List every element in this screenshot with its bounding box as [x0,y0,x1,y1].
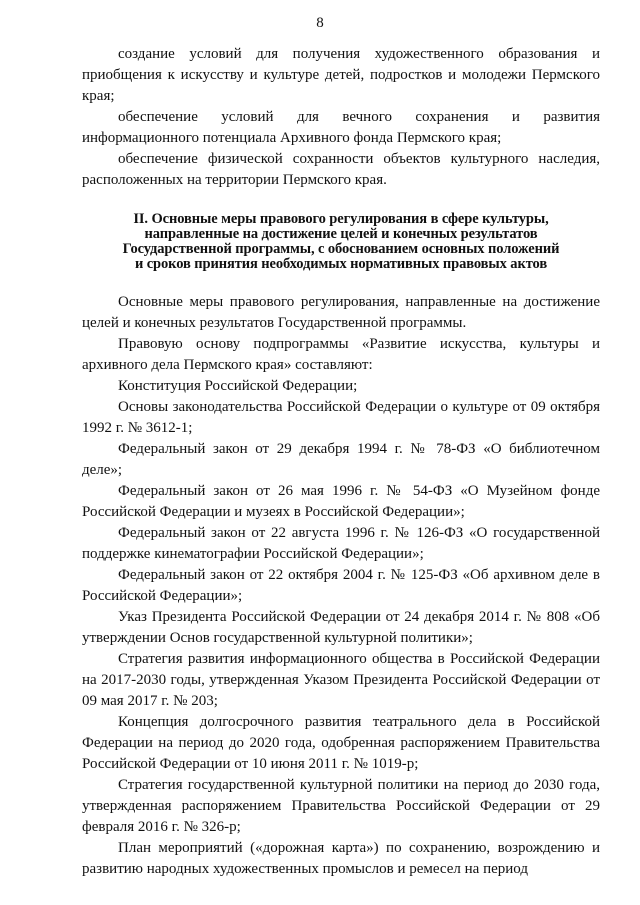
body-paragraph-9: Указ Президента Российской Федерации от 24 декабря 2014 г. № 808 «Об утверждении Основ государственной культурной политики»; [82,609,600,646]
section-heading-line-3: Государственной программы, с обоснованием основных положений [122,241,560,257]
section-heading-line-1: II. Основные меры правового регулирования в сфере культуры, [133,211,549,227]
body-paragraph-5: Федеральный закон от 29 декабря 1994 г. № 78-ФЗ «О библиотечном деле»; [82,441,600,478]
intro-paragraph-2: обеспечение условий для вечного сохранения и развития информационного потенциала Архивного фонда Пермского края; [82,109,600,146]
body-paragraph-3: Конституция Российской Федерации; [118,378,358,394]
body-paragraph-4: Основы законодательства Российской Федерации о культуре от 09 октября 1992 г. № 3612-1; [82,399,600,436]
body-paragraph-13: План мероприятий («дорожная карта») по сохранению, возрождению и развитию народных художественных промыслов и ремесел на период [82,840,600,877]
body-paragraph-6: Федеральный закон от 26 мая 1996 г. № 54-ФЗ «О Музейном фонде Российской Федерации и музеях в Российской Федерации»; [82,483,600,520]
body-paragraph-2: Правовую основу подпрограммы «Развитие искусства, культуры и архивного дела Пермского края» составляют: [82,336,600,373]
body-paragraph-12: Стратегия государственной культурной политики на период до 2030 года, утвержденная распоряжением Правительства Российской Федерации от 29 февраля 2016 г. № 326-р; [82,777,600,835]
document-body [82,44,600,880]
section-heading-line-2: направленные на достижение целей и конечных результатов [144,226,538,242]
section-heading-line-4: и сроков принятия необходимых нормативных правовых актов [134,256,548,272]
page-number: 8 [316,15,324,31]
body-paragraph-1: Основные меры правового регулирования, направленные на достижение целей и конечных результатов Государственной программы. [82,294,600,331]
intro-paragraph-3: обеспечение физической сохранности объектов культурного наследия, расположенных на территории Пермского края. [82,151,600,188]
body-paragraph-7: Федеральный закон от 22 августа 1996 г. № 126-ФЗ «О государственной поддержке кинематографии Российской Федерации»; [82,525,600,562]
section-heading [82,212,600,272]
body-paragraph-8: Федеральный закон от 22 октября 2004 г. № 125-ФЗ «Об архивном деле в Российской Федерации»; [82,567,600,604]
intro-paragraph-1: создание условий для получения художественного образования и приобщения к искусству и культуре детей, подростков и молодежи Пермского края; [82,46,600,104]
body-paragraph-10: Стратегия развития информационного общества в Российской Федерации на 2017-2030 годы, утвержденная Указом Президента Российской Федерации от 09 мая 2017 г. № 203; [82,651,600,709]
body-paragraph-11: Концепция долгосрочного развития театрального дела в Российской Федерации на период до 2020 года, одобренная распоряжением Правительства Российской Федерации от 10 июня 2011 г. № 1019-р; [82,714,600,772]
